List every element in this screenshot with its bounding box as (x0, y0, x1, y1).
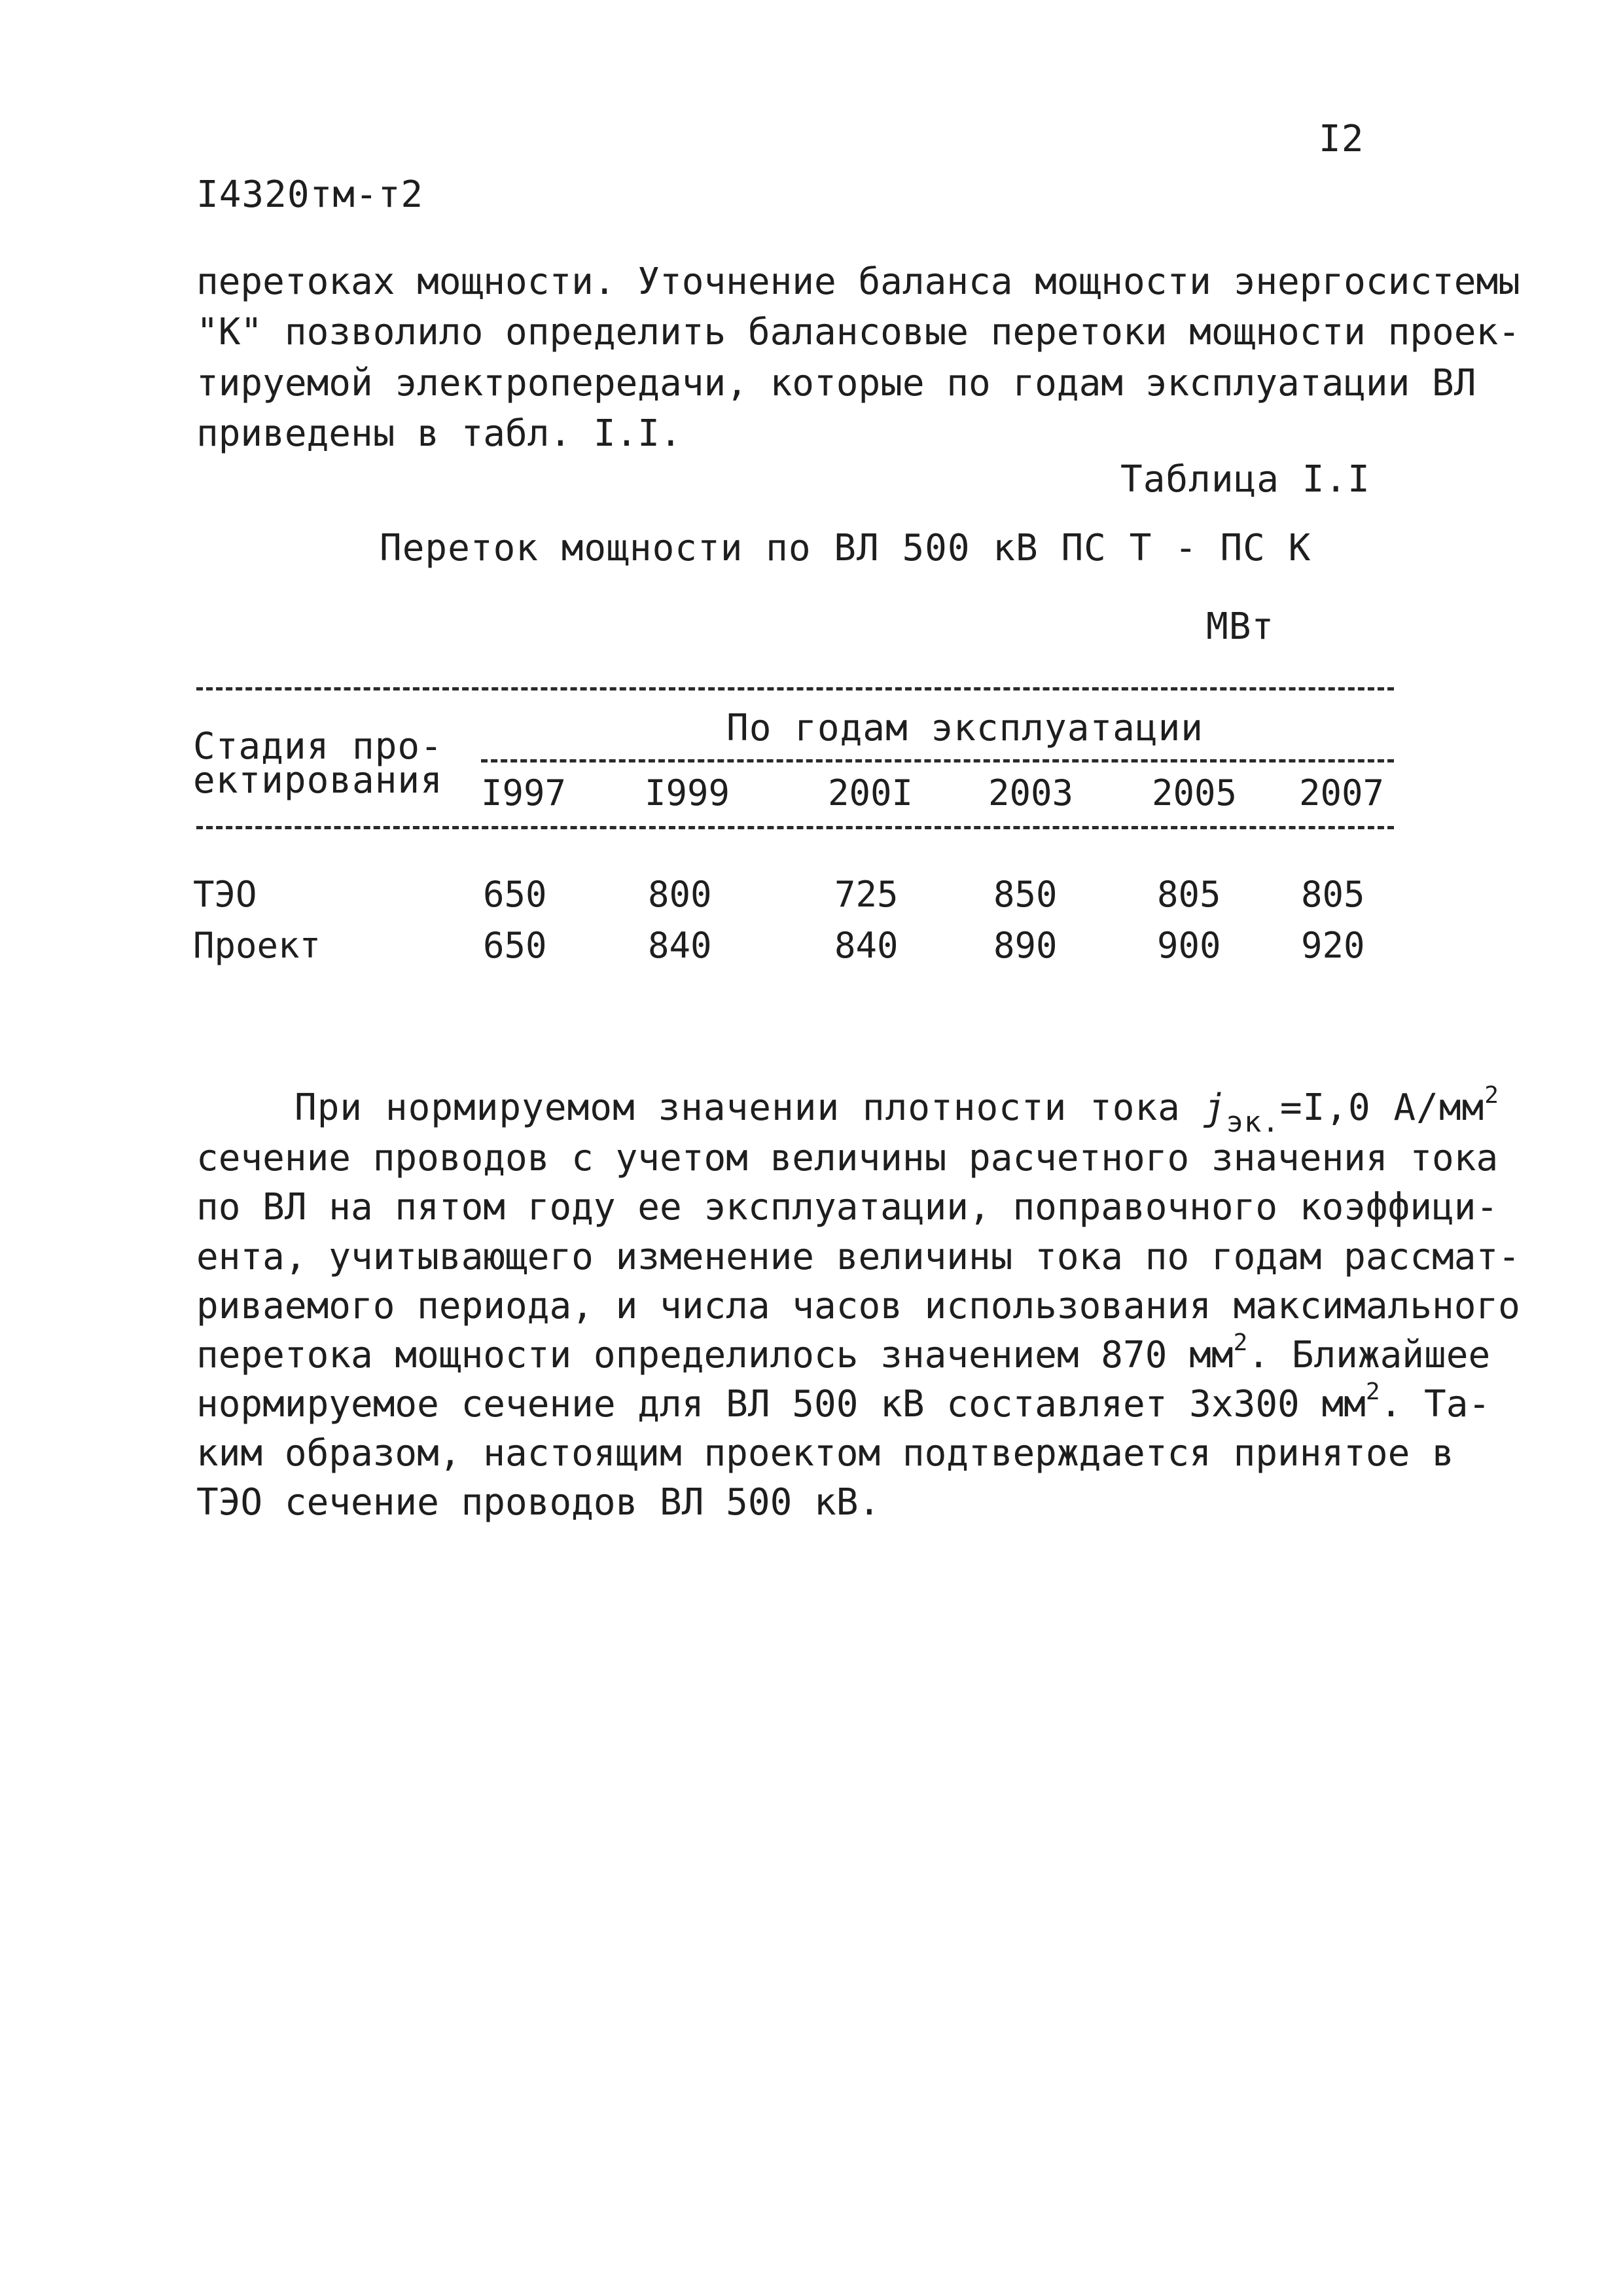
row-stage: ТЭО (193, 874, 257, 915)
body-line-7-text: нормируемое сечение для ВЛ 500 кВ составляет 3х300 мм (196, 1383, 1366, 1426)
body-line-7 (196, 1378, 1491, 1426)
year-2005: 2005 (1152, 772, 1238, 814)
stage-header-line-1: Стадия про- (193, 725, 443, 768)
years-header: По годам эксплуатации (726, 707, 1204, 749)
year-2003: 2003 (988, 772, 1074, 814)
year-1997: I997 (481, 772, 567, 814)
body-line-8: ким образом, настоящим проектом подтверждается принятое в (196, 1432, 1454, 1475)
intro-line-3: тируемой электропередачи, которые по годам эксплуатации ВЛ (196, 362, 1476, 404)
row-stage: Проект (193, 925, 321, 966)
table-unit: МВт (1206, 605, 1275, 648)
cell-value: 850 (993, 874, 1058, 915)
body-line-6 (196, 1329, 1491, 1376)
stage-header-line-2: ектирования (193, 759, 443, 802)
body-line-6-text: перетока мощности определилось значением 870 мм (196, 1334, 1234, 1376)
page-number: I2 (1319, 118, 1364, 160)
year-2007: 2007 (1299, 772, 1385, 814)
unit-superscript: 2 (1484, 1082, 1499, 1109)
body-line-1 (294, 1082, 1499, 1139)
years-header-rule (481, 759, 1394, 762)
table-header-rule (196, 826, 1394, 829)
cell-value: 650 (483, 925, 547, 966)
table-top-rule (196, 687, 1394, 691)
current-density-symbol: j (1203, 1086, 1226, 1129)
table-title: Переток мощности по ВЛ 500 кВ ПС Т - ПС К (380, 527, 1311, 569)
cell-value: 650 (483, 874, 547, 915)
body-line-5: риваемого периода, и числа часов использования максимального (196, 1285, 1520, 1327)
body-line-6-tail: . Ближайшее (1247, 1334, 1491, 1376)
year-1999: I999 (645, 772, 730, 814)
current-density-subscript: эк. (1226, 1105, 1280, 1139)
table-caption: Таблица I.I (1120, 458, 1370, 501)
intro-line-1: перетоках мощности. Уточнение баланса мощности энергосистемы (196, 260, 1520, 303)
document-code: I4320тм-т2 (196, 173, 424, 216)
cell-value: 920 (1301, 925, 1365, 966)
intro-line-4: приведены в табл. I.I. (196, 412, 682, 455)
cell-value: 725 (834, 874, 899, 915)
unit-superscript: 2 (1233, 1329, 1248, 1356)
cell-value: 840 (648, 925, 712, 966)
unit-superscript: 2 (1365, 1378, 1380, 1405)
cell-value: 890 (993, 925, 1058, 966)
cell-value: 805 (1157, 874, 1221, 915)
year-2001: 200I (828, 772, 914, 814)
body-line-9: ТЭО сечение проводов ВЛ 500 кВ. (196, 1481, 881, 1524)
current-density-value: =I,0 А/мм (1279, 1086, 1485, 1129)
body-line-1-text: При нормируемом значении плотности тока (294, 1086, 1181, 1129)
cell-value: 840 (834, 925, 899, 966)
cell-value: 805 (1301, 874, 1365, 915)
body-line-2: сечение проводов с учетом величины расчетного значения тока (196, 1137, 1499, 1179)
body-line-4: ента, учитывающего изменение величины тока по годам рассмат- (196, 1236, 1520, 1278)
cell-value: 900 (1157, 925, 1221, 966)
body-line-7-tail: . Та- (1380, 1383, 1491, 1426)
body-line-3: по ВЛ на пятом году ее эксплуатации, поправочного коэффици- (196, 1186, 1499, 1229)
intro-line-2: "К" позволило определить балансовые перетоки мощности проек- (196, 311, 1520, 353)
cell-value: 800 (648, 874, 712, 915)
